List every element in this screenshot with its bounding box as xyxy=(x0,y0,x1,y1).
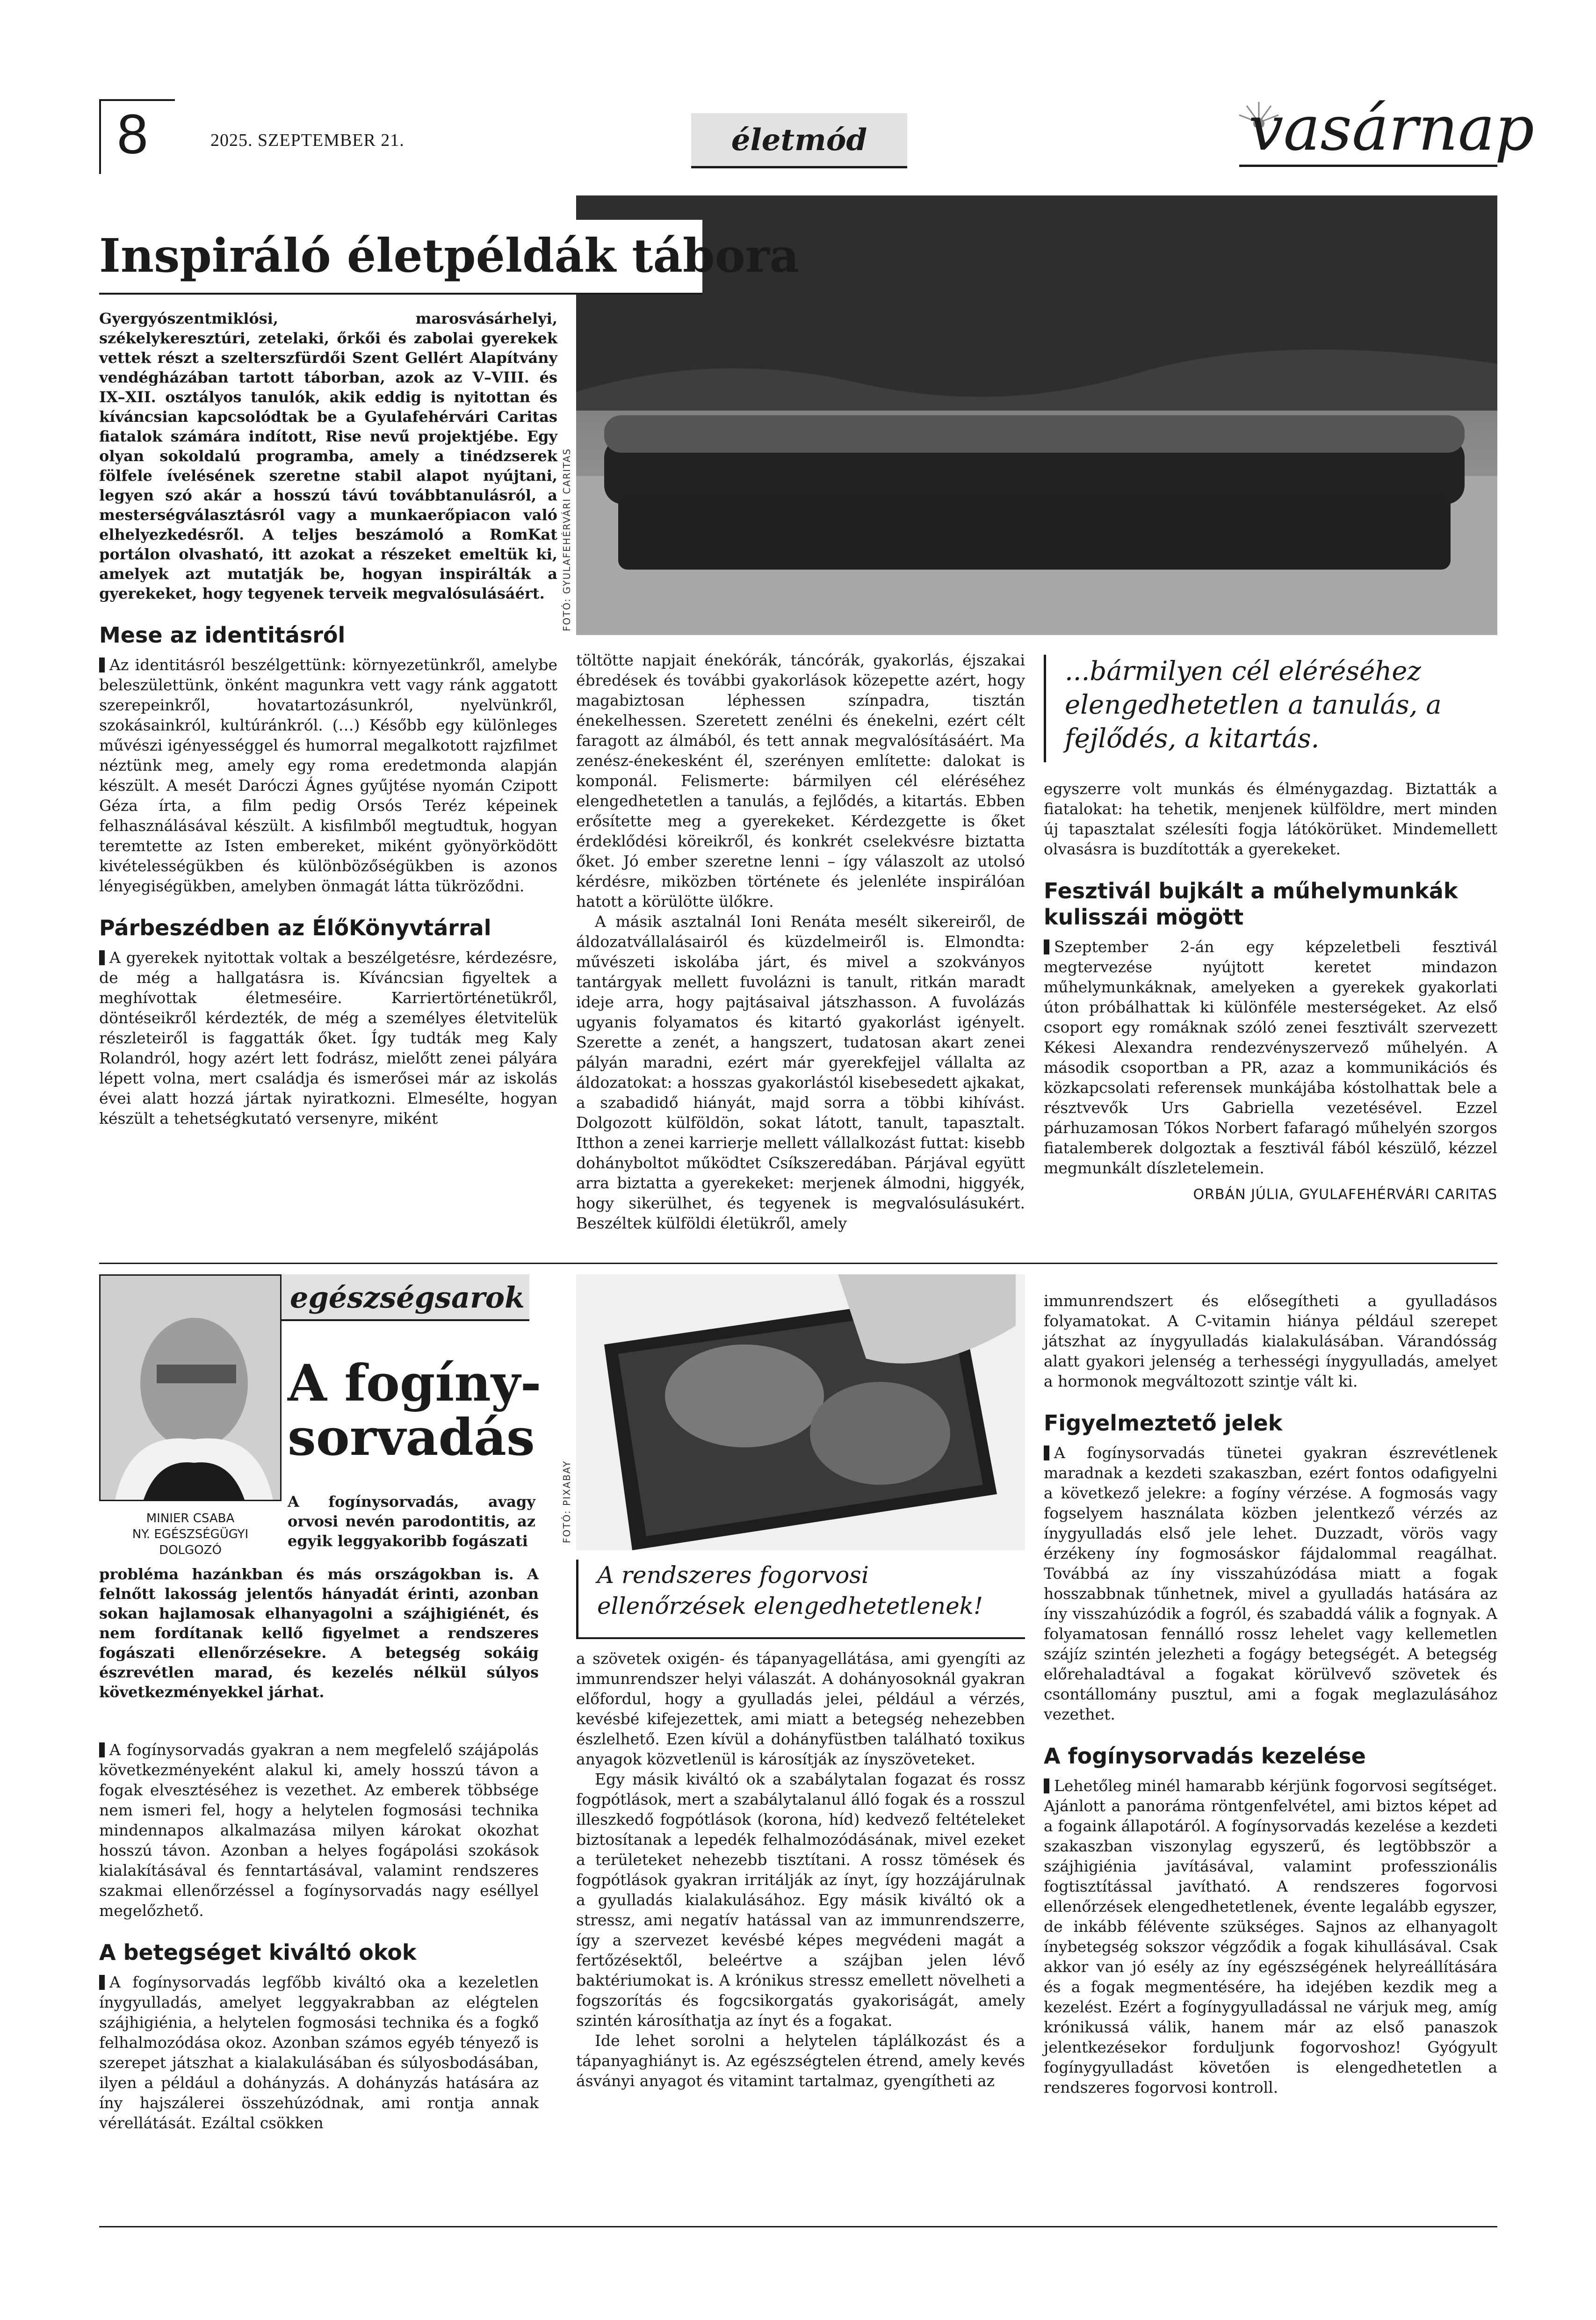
paragraph-marker-icon xyxy=(99,658,105,672)
para-col2-2: A másik asztalnál Ioni Renáta mesélt sikereiről, de áldozatvállalásairól és küzdelmeiről is. Elmondta: művészeti iskolába járt, és mivel a szokványos tantárgyak mellett fuvolázni is tanult, ritkán maradt ideje arra, hogy pajtásaival játszhasson. A fuvolázás ugyanis folyamatos és kitartó gyakorlást igényelt. Szerette a zenét, a hangszert, tudatosan akart zenei pályán maradni, ezért már gyerekfejjel vállalta az áldozatokat: a hosszas gyakorlástól kisebesedett ajkakat, a szabadidő hiányát, majd sorra a többi kihívást. Dolgozott külföldön, sokat látott, tanult, tapasztalt. Itthon a zenei karrierje mellett vállalkozást futtat: kisebb dohányboltot működtet Csíkszeredában. Párjával együtt arra biztatta a gyerekeket: merjenek álmodni, higgyék, hogy sikerülhet, és tegyenek is megvalósulásukért. Beszéltek külföldi életükről, amely xyxy=(576,912,1025,1232)
author-portrait xyxy=(99,1274,282,1501)
health-lead-right: A fogínysorvadás, avagy orvosi nevén parodontitis, az egyik leggyakoribb fogászati xyxy=(288,1493,535,1550)
health-title-line-2: sorvadás xyxy=(288,1408,535,1467)
photo-caption: A rendszeres fogorvosi ellenőrzések elengedhetetlenek! xyxy=(597,1561,983,1619)
article1-col3 xyxy=(1044,779,1497,1203)
health-col2-2: Egy másik kiváltó ok a szabálytalan fogazat és rossz fogpótlások, mert a szabálytalanul álló fogak és a rosszul illeszkedő fogpótlások (korona, híd) kedvező feltételeket biztosítanak a lepedék felhalmozódásának, mivel ezeket a területeket nehezebb tisztítani. A rossz tömések és fogpótlások gyakran irritálják az ínyt, így hozzájárulnak a gyulladás kialakulásához. Egy másik kiváltó ok a stressz, ami negatív hatással van az immunrendszerre, így a szervezet kevésbé képes megvédeni magát a fertőzésektől, beleértve a szájban jelen lévő baktériumokat is. A krónikus stressz emellett növelheti a fogszorítás és fogcsikorgatás gyakoriságát, amely szintén károsíthatja az ínyt és a fogakat. xyxy=(576,1770,1025,2030)
health-col3-1: immunrendszert és elősegítheti a gyulladásos folyamatokat. A C-vitamin hiánya például szerepet játszhat az ínygyulladás kialakulásában. Várandósság alatt gyakori jelenség a terhességi ínygyulladás, amelyet a hormonok megváltozott szintje vált ki. xyxy=(1044,1292,1497,1390)
article-intro: Gyergyószentmiklósi, marosvásárhelyi, székelykeresztúri, zetelaki, őrkői és zabolai gyerekek vettek részt a szelterszfürdői Szent Gellért Alapítvány vendégházában tartott táborban, azok az V–VIII. és IX–XII. osztályos tanulók, akik eddig is nyitottan és kíváncsian kapcsolódtak be a Gyulafehérvári Caritas fiatalok számára indított, Rise nevű projektjébe. Egy olyan sokoldalú programba, amely a tinédzserek fölfele ívelésének szeretne stabil alapot nyújtani, legyen szó akár a hosszú távú továbbtanulásról, a mesterségválasztásról vagy a munkaerőpiacon való elhelyezkedésről. A teljes beszámoló a RomKat portálon olvasható, itt azokat a részeket emeltük ki, amelyek azt mutatják be, hogyan inspirálták a gyerekeket, hogy tegyenek terveik megvalósulásáért. xyxy=(99,310,557,602)
paragraph-marker-icon xyxy=(1044,1445,1049,1460)
pullquote-box xyxy=(1044,655,1497,762)
author-role-2: DOLGOZÓ xyxy=(159,1543,222,1557)
page-header xyxy=(0,0,1596,178)
subhead-kivalto: A betegséget kiváltó okok xyxy=(99,1940,417,1965)
paragraph-marker-icon xyxy=(1044,940,1049,954)
health-para-1: A fogínysorvadás gyakran a nem megfelelő szájápolás következményeként alakul ki, amely hosszú távon a fogak elvesztéséhez is vezethet. Az emberek többsége nem ismeri fel, hogy a helytelen fogmosási technika mindennapos alkalmazása milyen károkat okozhat hosszú távon. Azonban a helyes fogápolási szokások kialakításával és fenntartásával, valamint rendszeres szakmai ellenőrzéssel a fogínysorvadás nagy eséllyel megelőzhető. xyxy=(99,1741,539,1920)
article2-col2 xyxy=(576,1648,1025,2091)
column-label: egészségsarok xyxy=(290,1280,525,1315)
paragraph-marker-icon xyxy=(1044,1778,1049,1793)
subhead-parbeszed: Párbeszédben az ÉlőKönyvtárral xyxy=(99,915,491,940)
dental-photo xyxy=(576,1274,1025,1550)
section-label: életmód xyxy=(731,123,867,158)
health-para-figyelmezteto: A fogínysorvadás tünetei gyakran észrevétlenek maradnak a kezdeti szakaszban, ezért fontos odafigyelni a következő jelekre: a fogíny vérzése. A fogmosás vagy fogselyem használata közben jelentkező vérzés az ínygyulladás első jele lehet. Duzzadt, vörös vagy érzékeny íny fogmosáskor fájdalommal reagálhat. Továbbá az íny visszahúzódása miatt a fogak hosszabbnak tűnhetnek, mivel a gyulladás hatására az íny visszahúzódik a fogról, és szabaddá válik a fognyak. A folyamatosan fennálló rossz lehelet vagy kellemetlen szájíz szintén jelezheti a fogágy betegségét. A betegség előrehaladtával a fogakat körülvevő szövetek és csontállomány pusztul, ami a fogak meglazulásához vezethet. xyxy=(1044,1444,1497,1723)
paragraph-marker-icon xyxy=(99,950,105,965)
article1-col1 xyxy=(99,309,557,1128)
caption-box xyxy=(576,1560,1025,1639)
masthead-underline xyxy=(1239,165,1497,167)
health-lead xyxy=(99,1564,539,1702)
bottom-rule xyxy=(99,2226,1497,2227)
subhead-mese: Mese az identitásról xyxy=(99,622,346,648)
pullquote: ...bármilyen cél eléréséhez elengedhetetlen a tanulás, a fejlődés, a kitartás. xyxy=(1065,656,1442,754)
paragraph-marker-icon xyxy=(99,1742,105,1757)
health-title-line-1: A fogíny- xyxy=(288,1354,542,1413)
photo-credit-1: FOTÓ: GYULAFEHÉRVÁRI CARITAS xyxy=(561,448,572,631)
health-lead-cont: probléma hazánkban és más országokban is. A felnőtt lakosság jelentős hányadát érinti, azonban sokan hajlamosak elhanyagolni a szájhigiénét, és nem fordítanak kellő figyelmet a rendszeres fogászati ellenőrzésekre. A betegség sokáig észrevétlen marad, és kezelés nélkül súlyos következményekkel járhat. xyxy=(99,1565,539,1701)
health-title xyxy=(288,1356,542,1465)
health-para-kivalto: A fogínysorvadás legfőbb kiváltó oka a kezeletlen ínygyulladás, amelyet leggyakrabban az elégtelen szájhigiénia, a helytelen fogmosási technika és a fogkő felhalmozódása okoz. Azonban számos egyéb tényező is szerepet játszhat a kialakulásában és súlyosbodásában, ilyen a például a dohányzás. A dohányzás hatására az íny hajszálerei összehúzódnak, ami rontja annak vérellátását. Ezáltal csökken xyxy=(99,1973,539,2132)
subhead-figyelmezteto: Figyelmeztető jelek xyxy=(1044,1410,1283,1436)
subhead-kezeles: A fogínysorvadás kezelése xyxy=(1044,1743,1366,1769)
page-number: 8 xyxy=(117,103,148,166)
para-col2-1: töltötte napjait énekórák, táncórák, gyakorlás, éjszakai ébredések és további gyakorlások közepette azért, hogy magabiztosan léphessen színpadra, tisztán énekelhessen. Szeretett zenélni és énekelni, ezért célt faragott az álmából, és tett annak megvalósításáért. Ma zenész-énekesként él, szerényen említette: dalokat is komponál. Felismerte: bármilyen cél eléréséhez elengedhetetlen a tanulás, a fejlődés, a kitartás. Ebben erősítette meg a gyerekeket. Kérdezgette is őket érdeklődési köreikről, és konkrét cselekvésre biztatta őket. Jó ember szeretne lenni – így válaszolt az utolsó kérdésre, miközben története és jelenléte inspirálóan hatott a körülötte ülőkre. xyxy=(576,651,1025,911)
health-para-kezeles: Lehetőleg minél hamarabb kérjünk fogorvosi segítséget. Ajánlott a panoráma röntgenfelvétel, ami biztos képet ad a fogaink állapotáról. A fogínysorvadás kezelése a kezdeti szakaszban viszonylag egyszerű, és legtöbbször a szájhigiénia javításával, valamint professzionális fogtisztítással javítható. A rendszeres fogorvosi ellenőrzések elengedhetetlenek, évente legalább egyszer, de inkább félévente szükséges. Sajnos az elhanyagolt ínybetegség sokszor végződik a fogak kihullásával. Csak akkor van jó esély az íny egészségének helyreállítására és a fogak megmentésére, ha idejében kezdik meg a kezelést. Ezért a fogínygyulladással ne várjuk meg, amíg krónikussá válik, hanem már az első panaszok jelentkezésekor forduljunk fogorvoshoz! Gyógyult fogínygyulladást követően is elengedhetetlen a rendszeres fogorvosi kontroll. xyxy=(1044,1777,1497,2096)
health-col2-3: Ide lehet sorolni a helytelen táplálkozást és a tápanyaghiányt is. Az egészségtelen étrend, amely kevés ásványi anyagot és vitamint tartalmaz, gyengítheti az xyxy=(576,2031,1025,2090)
health-col2-1: a szövetek oxigén- és tápanyagellátása, ami gyengíti az immunrendszer helyi válaszát. A dohányosoknál gyakran előfordul, hogy a gyulladás jelei, például a vérzés, kevésbé kifejezettek, ami miatt a betegség nehezebben észlelhető. Ezen kívül a dohányfüstben található toxikus anyagok közvetlenül is károsítják az ínyszöveteket. xyxy=(576,1649,1025,1768)
paragraph-marker-icon xyxy=(99,1975,105,1990)
article-title: Inspiráló életpéldák tábora xyxy=(99,229,799,283)
para-col3-1: egyszerre volt munkás és élménygazdag. Biztatták a fiatalokat: ha tehetik, menjenek külföldre, mert minden új tapasztalat szélesíti fogja látókörüket. Mindemellett olvasásra is buzdították a gyerekeket. xyxy=(1044,780,1497,858)
para-parbeszed: A gyerekek nyitottak voltak a beszélgetésre, kérdezésre, de még a hallgatásra is. Kíváncsian figyeltek a meghívottak életmeséire. Karriertörténetükről, döntéseikről kérdezték, de még a személyes életvitelük részleteiről is faggatták őket. Így tudták meg Kaly Rolandról, hogy azért lett fodrász, mielőtt zenei pályára lépett volna, mert családja és ismerősei már az iskolás évei alatt hozzá jártak nyiratkozni. Elmesélte, hogyan készült a tehetségkutató versenyre, miként xyxy=(99,948,557,1127)
article2-col3 xyxy=(1044,1291,1497,2097)
issue-date: 2025. SZEPTEMBER 21. xyxy=(210,130,404,150)
para-mese: Az identitásról beszélgettünk: környezetünkről, amelybe beleszülettünk, önként magunkra vett vagy ránk aggatott szerepeinkről, hovatartozásunkról, nyelvünkről, szokásainkról, kultúránkról. (…) Később egy különleges művészi igényességgel és humorral megalkotott rajzfilmet néztünk meg, amely egy roma eredetmonda alapján készült. A mesét Daróczi Ágnes gyűjtése nyomán Czipott Géza írta, a film pedig Orsós Teréz képeinek felhasználásával készült. A kisfilmből megtudtuk, hogyan teremtette az Isten embereket, miként gyönyörködött kivételességükben és különbözőségükben is azonos lényegiségükben, amelyben önmagát látta tükröződni. xyxy=(99,656,557,895)
article2-col1 xyxy=(99,1740,539,2133)
masthead-title: vasárnap xyxy=(1249,93,1535,165)
author-name: MINIER CSABA xyxy=(146,1511,235,1525)
subhead-fesztival: Fesztivál bujkált a műhelymunkák kulisszái mögött xyxy=(1044,878,1458,930)
para-fesztival: Szeptember 2-án egy képzeletbeli fesztivál megtervezése nyújtott keretet mindazon műhelymunkáknak, amelyeken a gyerekek gyakorlati úton próbálhattak ki különféle mesterségeket. Az első csoport egy romáknak szóló zenei fesztivált szervezett Kékesi Alexandra rendezvényszervező műhelyén. A második csoportban a PR, azaz a kommunikációs és közkapcsolati referensek munkájába kóstolhattak bele a résztvevők Urs Gabriella vezetésével. Ezzel párhuzamosan Tókos Norbert fafaragó műhelyén szorgos fiatalemberek dolgoztak a fesztivál fából készülő, kézzel megmunkált díszletelemein. xyxy=(1044,938,1497,1177)
article1-col2 xyxy=(576,650,1025,1233)
photo-credit-2: FOTÓ: PIXABAY xyxy=(561,1460,572,1543)
author-caption xyxy=(99,1511,282,1558)
author-role-1: NY. EGÉSZSÉGÜGYI xyxy=(132,1527,249,1541)
article-divider xyxy=(99,1263,1497,1264)
byline: ORBÁN JÚLIA, GYULAFEHÉRVÁRI CARITAS xyxy=(1193,1186,1497,1203)
